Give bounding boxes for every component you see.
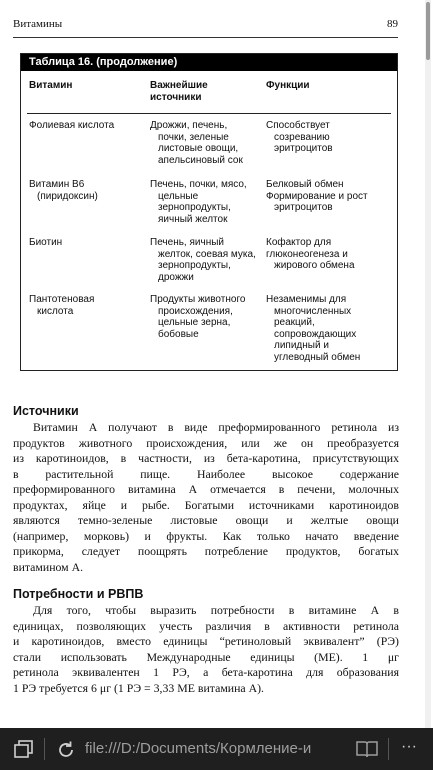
cell-sources	[150, 294, 268, 340]
cell-line: апельсиновый сок	[158, 154, 243, 166]
text-line: являются темно-зеленые листовые овощи и желтые овощи	[13, 513, 399, 527]
cell-line: липидный и	[274, 340, 329, 351]
cell-functions	[266, 294, 394, 363]
cell-line: Пантотеновая	[29, 294, 95, 305]
cell-vitamin	[29, 294, 149, 317]
text-line: ретинола эквивалентен 1 РЭ, а бета-каротина для образования	[13, 665, 399, 679]
cell-line: яичный желток	[158, 213, 228, 225]
cell-line: углеводный обмен	[274, 351, 361, 363]
cell-vitamin	[29, 179, 149, 202]
cell-vitamin	[29, 237, 149, 249]
cell-line: (пиридоксин)	[37, 190, 98, 202]
header-sources-line1: Важнейшие	[150, 80, 208, 91]
table-header	[21, 80, 397, 108]
cell-line: сопровождающих	[274, 328, 357, 340]
tabs-icon[interactable]	[14, 740, 34, 763]
cell-line: цельные	[158, 190, 199, 202]
cell-line: созреванию	[274, 131, 330, 143]
address-bar[interactable]: file:///D:/Documents/Кормление-и	[85, 740, 312, 757]
taskbar-divider	[44, 738, 45, 760]
header-rule	[13, 37, 398, 38]
text-line: стали использовать Международные единицы (МЕ). 1 μг	[13, 649, 399, 664]
cell-line: кислота	[37, 305, 74, 317]
cell-line: листовые овощи,	[158, 143, 239, 154]
section-heading-sources: Источники	[13, 404, 79, 418]
browser-taskbar	[0, 728, 433, 770]
cell-line: эритроцитов	[274, 202, 333, 213]
taskbar-divider	[388, 738, 389, 760]
cell-functions	[266, 179, 394, 214]
more-options-icon[interactable]: ···	[401, 738, 417, 755]
vitamin-table	[20, 53, 398, 371]
page-number: 89	[387, 18, 398, 30]
cell-line: бобовые	[158, 328, 199, 340]
table-header-rule	[27, 113, 391, 114]
section-heading-requirements: Потребности и РВПВ	[13, 587, 144, 601]
cell-line: происхождения,	[158, 305, 233, 317]
cell-line: зернопродукты,	[158, 260, 231, 271]
cell-functions	[266, 120, 394, 155]
text-line: 1 РЭ требуется 6 μг (1 РЭ = 3,33 МЕ витамина А).	[13, 680, 264, 695]
text-line: (например, морковь) и фрукты. Как только начато введение	[13, 528, 399, 543]
text-line: Витамин А получают в виде преформированного ретинола из	[33, 420, 399, 434]
cell-line: Способствует	[266, 120, 330, 131]
header-sources	[150, 80, 268, 104]
header-vitamin: Витамин	[29, 80, 73, 91]
cell-line: желток, соевая мука,	[158, 248, 256, 260]
scrollbar-track[interactable]	[425, 0, 431, 728]
text-line: в растительной пище. Наиболее высокое содержание	[13, 466, 399, 481]
scrollbar-thumb[interactable]	[426, 2, 430, 60]
text-line: единицах, позволяющих учесть различия в активности ретинола	[13, 618, 399, 633]
table-title: Таблица 16. (продолжение)	[21, 54, 397, 71]
cell-functions	[266, 237, 394, 272]
text-line: из каротиноидов, в частности, из бета-каротина, присутствующих	[13, 451, 399, 465]
text-line: и каротиноидов, вместо единицы “ретиноловый эквивалент” (РЭ)	[13, 634, 399, 648]
cell-line: Биотин	[29, 237, 63, 248]
cell-line: Фолиевая кислота	[29, 120, 115, 131]
header-sources-line2: источники	[150, 92, 202, 103]
cell-line: Печень, яичный	[150, 237, 224, 248]
cell-line: глюконеогенеза и	[266, 248, 348, 260]
paragraph-requirements	[13, 603, 399, 696]
cell-line: Формирование и рост	[266, 190, 368, 202]
cell-sources	[150, 179, 268, 225]
cell-line: зернопродукты,	[158, 202, 231, 213]
cell-line: эритроцитов	[274, 143, 333, 154]
cell-line: почки, зеленые	[158, 131, 229, 143]
text-line: прикорма, следует поощрять потребление продуктов, богатых	[13, 544, 399, 558]
text-line: витамином А.	[13, 559, 84, 574]
cell-sources	[150, 120, 268, 166]
cell-line: многочисленных	[274, 305, 352, 317]
text-line: продуктов животного происхождения, или же он преобразуется	[13, 435, 399, 450]
cell-line: жирового обмена	[274, 260, 355, 271]
cell-line: реакций,	[274, 317, 315, 328]
cell-line: Печень, почки, мясо,	[150, 179, 247, 190]
cell-line: Витамин В6	[29, 179, 85, 190]
text-line: Для того, чтобы выразить потребности в витамине А в	[33, 603, 399, 617]
running-header	[13, 18, 398, 32]
cell-vitamin	[29, 120, 149, 132]
text-line: преформированного витамина А отмечается в печени, молочных	[13, 482, 399, 496]
text-line: продуктах, яйце и рыбе. Богатыми источниками каротиноидов	[13, 497, 399, 512]
header-functions: Функции	[266, 80, 310, 91]
paragraph-sources	[13, 420, 399, 575]
cell-line: дрожжи	[158, 271, 194, 283]
reading-view-icon[interactable]	[356, 739, 378, 764]
cell-line: Дрожжи, печень,	[150, 120, 228, 131]
cell-line: Незаменимы для	[266, 294, 347, 305]
cell-line: Кофактор для	[266, 237, 332, 248]
cell-line: Белковый обмен	[266, 179, 344, 190]
cell-line: цельные зерна,	[158, 317, 231, 328]
cell-sources	[150, 237, 268, 283]
header-title: Витамины	[13, 18, 63, 30]
refresh-icon[interactable]	[56, 740, 76, 765]
cell-line: Продукты животного	[150, 294, 246, 305]
